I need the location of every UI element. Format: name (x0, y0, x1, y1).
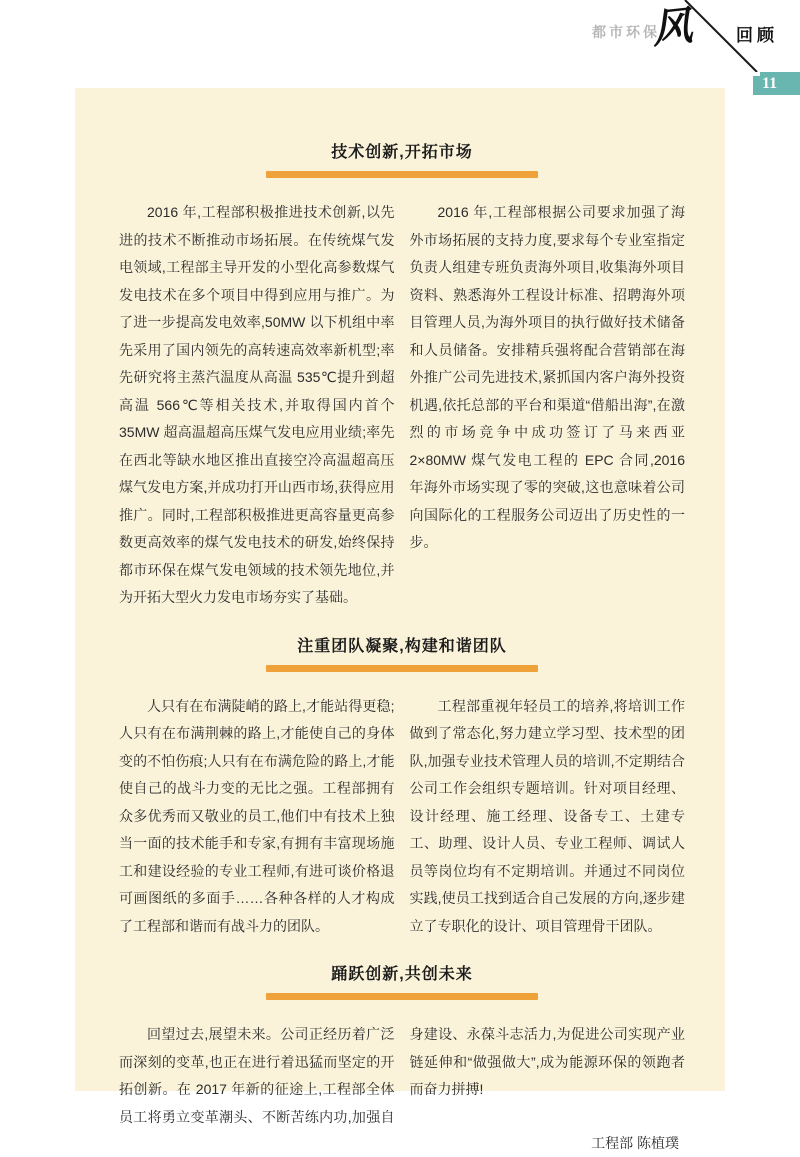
section-heading-block (119, 964, 685, 1000)
heading-underline (266, 171, 538, 178)
calligraphy-wind-glyph: 风 (650, 6, 694, 50)
paragraph: 工程部重视年轻员工的培养,将培训工作做到了常态化,努力建立学习型、技术型的团队,加强专业技术管理人员的培训,不定期结合公司工作会组织专题培训。针对项目经理、设计经理、施工经理、设备专工、土建专工、助理、设计人员、专业工程师、调试人员等岗位均有不定期培训。并通过不同岗位实践,使员工找到适合自己发展的方向,逐步建立了专职化的设计、项目管理骨干团队。 (410, 693, 686, 941)
paragraph: 2016 年,工程部根据公司要求加强了海外市场拓展的支持力度,要求每个专业室指定负责人组建专班负责海外项目,收集海外项目资料、熟悉海外工程设计标准、招聘海外项目管理人员,为海外项目的执行做好技术储备和人员储备。安排精兵强将配合营销部在海外推广公司先进技术,紧抓国内客户海外投资机遇,依托总部的平台和渠道“借船出海”,在激烈的市场竞争中成功签订了马来西亚 2×80MW 煤气发电工程的 EPC 合同,2016 年海外市场实现了零的突破,这也意味着公司向国际化的工程服务公司迈出了历史性的一步。 (410, 199, 686, 557)
magazine-name: 都市环保 (592, 22, 660, 42)
section-team-cohesion (119, 636, 685, 941)
page-number-badge (753, 72, 800, 95)
section-body (119, 693, 685, 941)
section-tech-innovation (119, 142, 685, 612)
paragraph: 人只有在布满陡峭的路上,才能站得更稳;人只有在布满荆棘的路上,才能使自己的身体变的不怕伤痕;人只有在布满危险的路上,才能使自己的战斗力变的无比之强。工程部拥有众多优秀而又敬业的员工,他们中有技术上独当一面的技术能手和专家,有拥有丰富现场施工和建设经验的专业工程师,有进可谈价格退可画图纸的多面手……各种各样的人才构成了工程部和谐而有战斗力的团队。 (119, 693, 395, 941)
section-innovate-future (119, 964, 685, 1157)
paragraph: 回望过去,展望未来。公司正经历着广泛而深刻的变革,也正在进行着迅猛而坚定的开拓创新。在 2017 年新的征途上,工程部全体员工将勇立变革潮头、不断苦练内功,加强自身建设、永葆斗志活力,为促进公司实现产业链延伸和“做强做大”,成为能源环保的领跑者而奋力拼搏! (119, 1021, 685, 1157)
section-heading-block (119, 636, 685, 672)
heading-underline (266, 665, 538, 672)
section-heading-text: 注重团队凝聚,构建和谐团队 (297, 636, 506, 658)
section-body (119, 199, 685, 612)
paragraph: 2016 年,工程部积极推进技术创新,以先进的技术不断推动市场拓展。在传统煤气发电领域,工程部主导开发的小型化高参数煤气发电技术在多个项目中得到应用与推广。为了进一步提高发电效率,50MW 以下机组中率先采用了国内领先的高转速高效率新机型;率先研究将主蒸汽温度从高温 535℃提升到超高温 566℃等相关技术,并取得国内首个 35MW 超高温超高压煤气发电应用业绩;率先在西北等缺水地区推出直接空冷高温超高压煤气发电方案,并成功打开山西市场,获得应用推广。同时,工程部积极推进更高容量更高参数更高效率的煤气发电技术的研发,始终保持都市环保在煤气发电领域的技术领先地位,并为开拓大型火力发电市场夯实了基础。 (119, 199, 395, 612)
author-signature: 工程部 陈植璞 (410, 1130, 686, 1157)
section-body (119, 1021, 685, 1157)
badge-notch (753, 72, 760, 76)
section-heading-text: 技术创新,开拓市场 (331, 142, 472, 164)
heading-underline (266, 993, 538, 1000)
section-label: 回顾 (736, 21, 778, 46)
section-heading-text: 踊跃创新,共创未来 (331, 964, 472, 986)
content-panel (75, 88, 725, 1091)
section-heading-block (119, 142, 685, 178)
page-number: 11 (762, 75, 777, 92)
